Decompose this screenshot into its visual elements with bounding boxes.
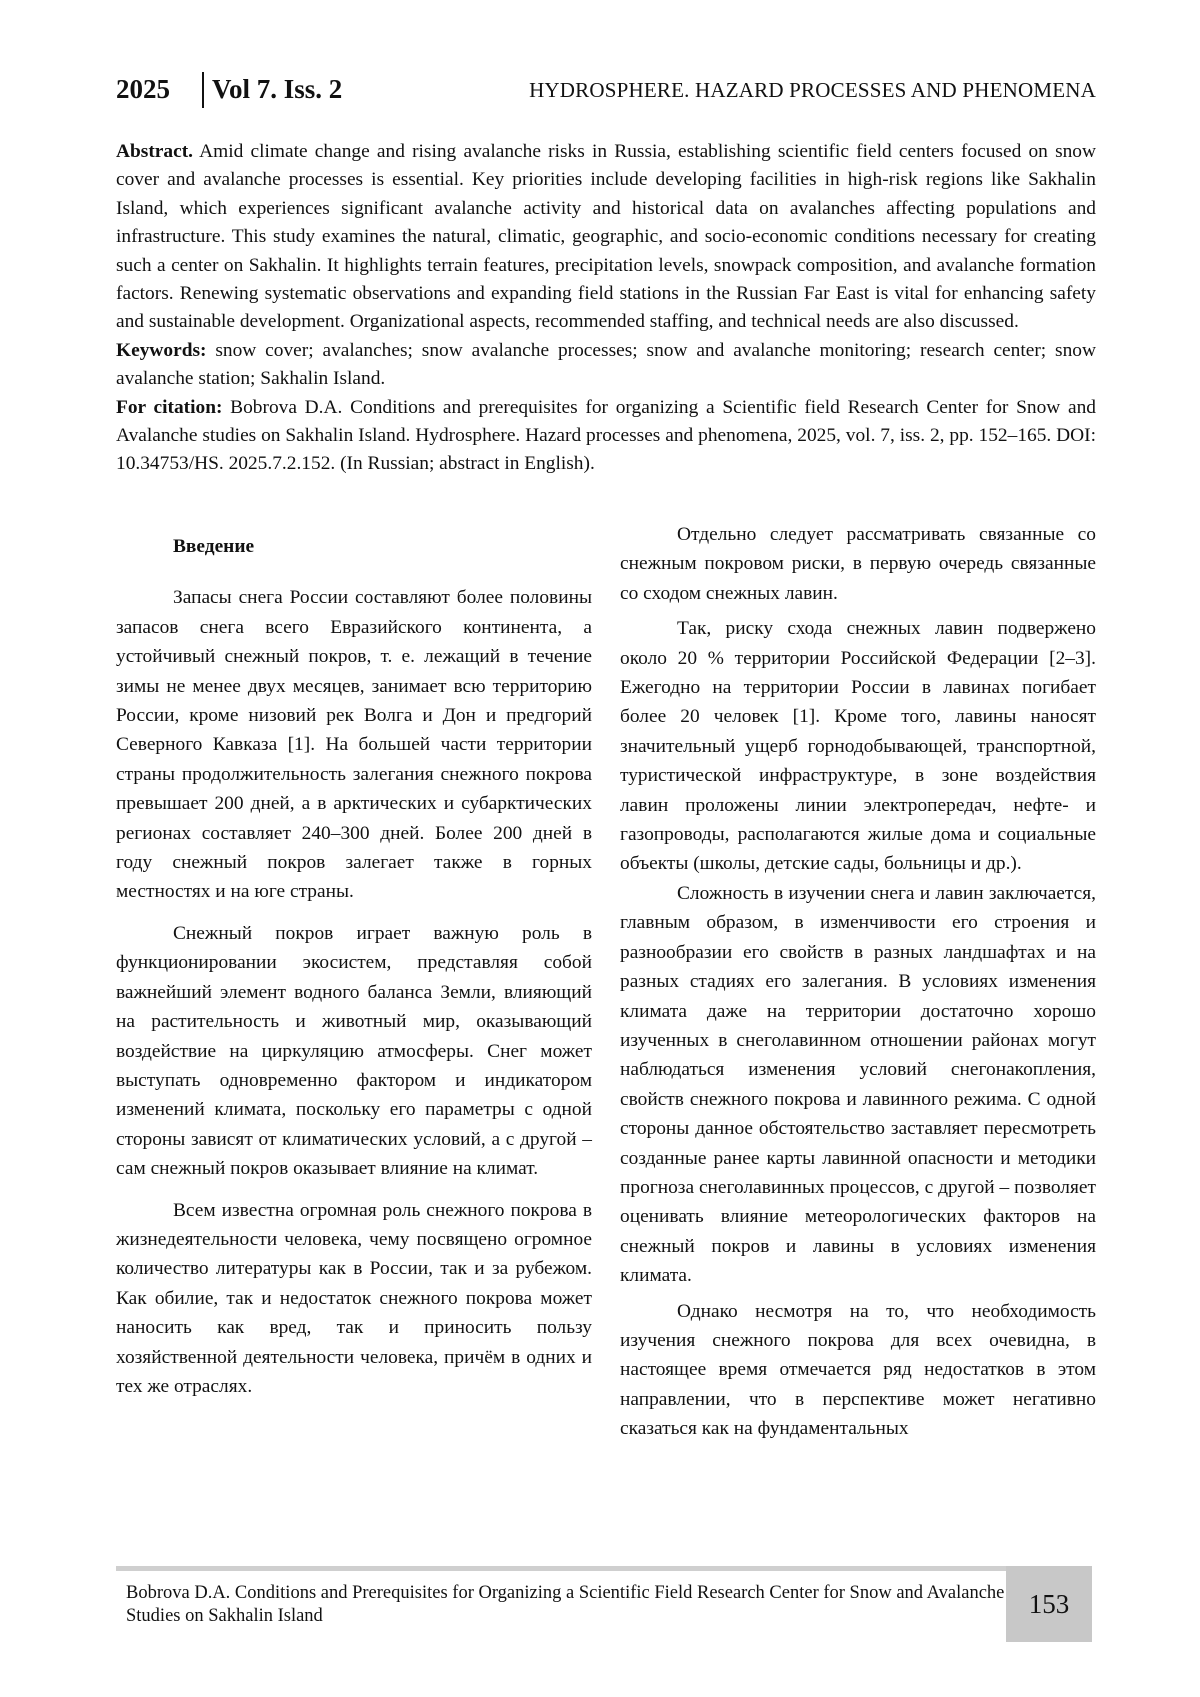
section-title: Введение xyxy=(173,536,255,557)
right-column xyxy=(620,520,1096,1444)
page-header xyxy=(116,74,1096,110)
citation-paragraph xyxy=(116,394,1096,479)
header-divider xyxy=(202,72,204,108)
abstract-text: Amid climate change and rising avalanche risks in Russia, establishing scientific field centers focused on snow cover and avalanche processes is essential. Key priorities include developing facilities in high-risk regions like Sakhalin Island, which experiences significant avalanche activity and historical data on avalanches affecting populations and infrastructure. This study examines the natural, climatic, geographic, and socio-economic conditions necessary for creating such a center on Sakhalin. It highlights terrain features, precipitation levels, snowpack composition, and avalanche formation factors. Renewing systematic observations and expanding field stations in the Russian Far East is vital for enhancing safety and sustainable development. Organizational aspects, recommended staffing, and technical needs are also discussed. xyxy=(116,141,1097,333)
body-paragraph: Так, риску схода снежных лавин подвержено около 20 % территории Российской Федерации [2–3]. Ежегодно на территории России в лавинах погибает более 20 человек [1]. Кроме того, лавины наносят значительный ущерб горнодобывающей, транспортной, туристической инфраструктуре, в зоне воздействия лавин проложены линии электропередач, нефте- и газопроводы, располагаются жилые дома и социальные объекты (школы, детские сады, больницы и др.). xyxy=(620,618,1096,875)
keywords-label: Keywords: xyxy=(116,339,207,361)
body-paragraph: Запасы снега России составляют более половины запасов снега всего Евразийского континента, а устойчивый снежный покров, т. е. лежащий в течение зимы не менее двух месяцев, занимает всю территорию России, кроме низовий рек Волга и Дон и предгорий Северного Кавказа [1]. На большей части территории страны продолжительность залегания снежного покрова превышает 200 дней, а в арктических и субарктических регионах составляет 240–300 дней. Более 200 дней в году снежный покров залегает также в горных местностях и на юге страны. xyxy=(116,587,592,903)
abstract-paragraph xyxy=(116,138,1096,337)
footer-rule xyxy=(116,1566,1006,1571)
page-number: 153 xyxy=(1028,1588,1070,1619)
header-journal-title: HYDROSPHERE. HAZARD PROCESSES AND PHENOMENA xyxy=(529,78,1096,102)
body-paragraph: Однако несмотря на то, что необходимость изучения снежного покрова для всех очевидна, в настоящее время отмечается ряд недостатков в этом направлении, что в перспективе может негативно сказаться как на фундаментальных xyxy=(620,1300,1096,1440)
body-paragraph: Сложность в изучении снега и лавин заключается, главным образом, в изменчивости его строения и разнообразии его свойств в разных ландшафтах и на разных стадиях его залегания. В условиях изменения климата даже на территории достаточно хорошо изученных в снеголавинном отношении районах могут наблюдаться изменения условий снегонакопления, свойств снежного покрова и лавинного режима. С одной стороны данное обстоятельство заставляет пересмотреть созданные ранее карты лавинной опасности и методики прогноза снеголавинных процессов, с другой – позволяет оценивать влияние метеорологических факторов на снежный покров и лавины в условиях изменения климата. xyxy=(620,882,1096,1287)
citation-text: Bobrova D.A. Conditions and prerequisites for organizing a Scientific field Research Center for Snow and Avalanche studies on Sakhalin Island. Hydrosphere. Hazard processes and phenomena, 2025, vol. 7, iss. 2, pp. 152–165. DOI: 10.34753/HS. 2025.7.2.152. (In Russian; abstract in English). xyxy=(116,396,1096,475)
abstract-label: Abstract. xyxy=(116,141,194,162)
body-paragraph: Отдельно следует рассматривать связанные со снежным покровом риски, в первую очередь связанные со сходом снежных лавин. xyxy=(620,524,1096,604)
page-number-box xyxy=(1006,1566,1092,1642)
body-paragraph: Всем известна огромная роль снежного покрова в жизнедеятельности человека, чему посвящено огромное количество литературы как в России, так и за рубежом. Как обилие, так и недостаток снежного покрова может наносить как вред, так и приносить пользу хозяйственной деятельности человека, причём в одних и тех же отраслях. xyxy=(116,1199,592,1397)
keywords-text: snow cover; avalanches; snow avalanche processes; snow and avalanche monitoring; research center; snow avalanche station; Sakhalin Island. xyxy=(116,339,1096,390)
body-paragraph: Снежный покров играет важную роль в функционировании экосистем, представляя собой важнейший элемент водного баланса Земли, влияющий на растительность и животный мир, оказывающий воздействие на циркуляцию атмосферы. Снег может выступать одновременно фактором и индикатором изменений климата, поскольку его параметры с одной стороны зависят от климатических условий, а с другой – сам снежный покров оказывает влияние на климат. xyxy=(116,922,592,1180)
left-column xyxy=(116,532,592,1401)
citation-label: For citation: xyxy=(116,396,223,418)
keywords-paragraph xyxy=(116,337,1096,394)
abstract-block xyxy=(116,138,1096,479)
header-year: 2025 xyxy=(116,74,170,104)
footer-running-title: Bobrova D.A. Conditions and Prerequisites for Organizing a Scientific Field Research Center for Snow and Avalanche Studies on Sakhalin Island xyxy=(126,1583,1005,1626)
header-volume: Vol 7. Iss. 2 xyxy=(212,74,343,104)
